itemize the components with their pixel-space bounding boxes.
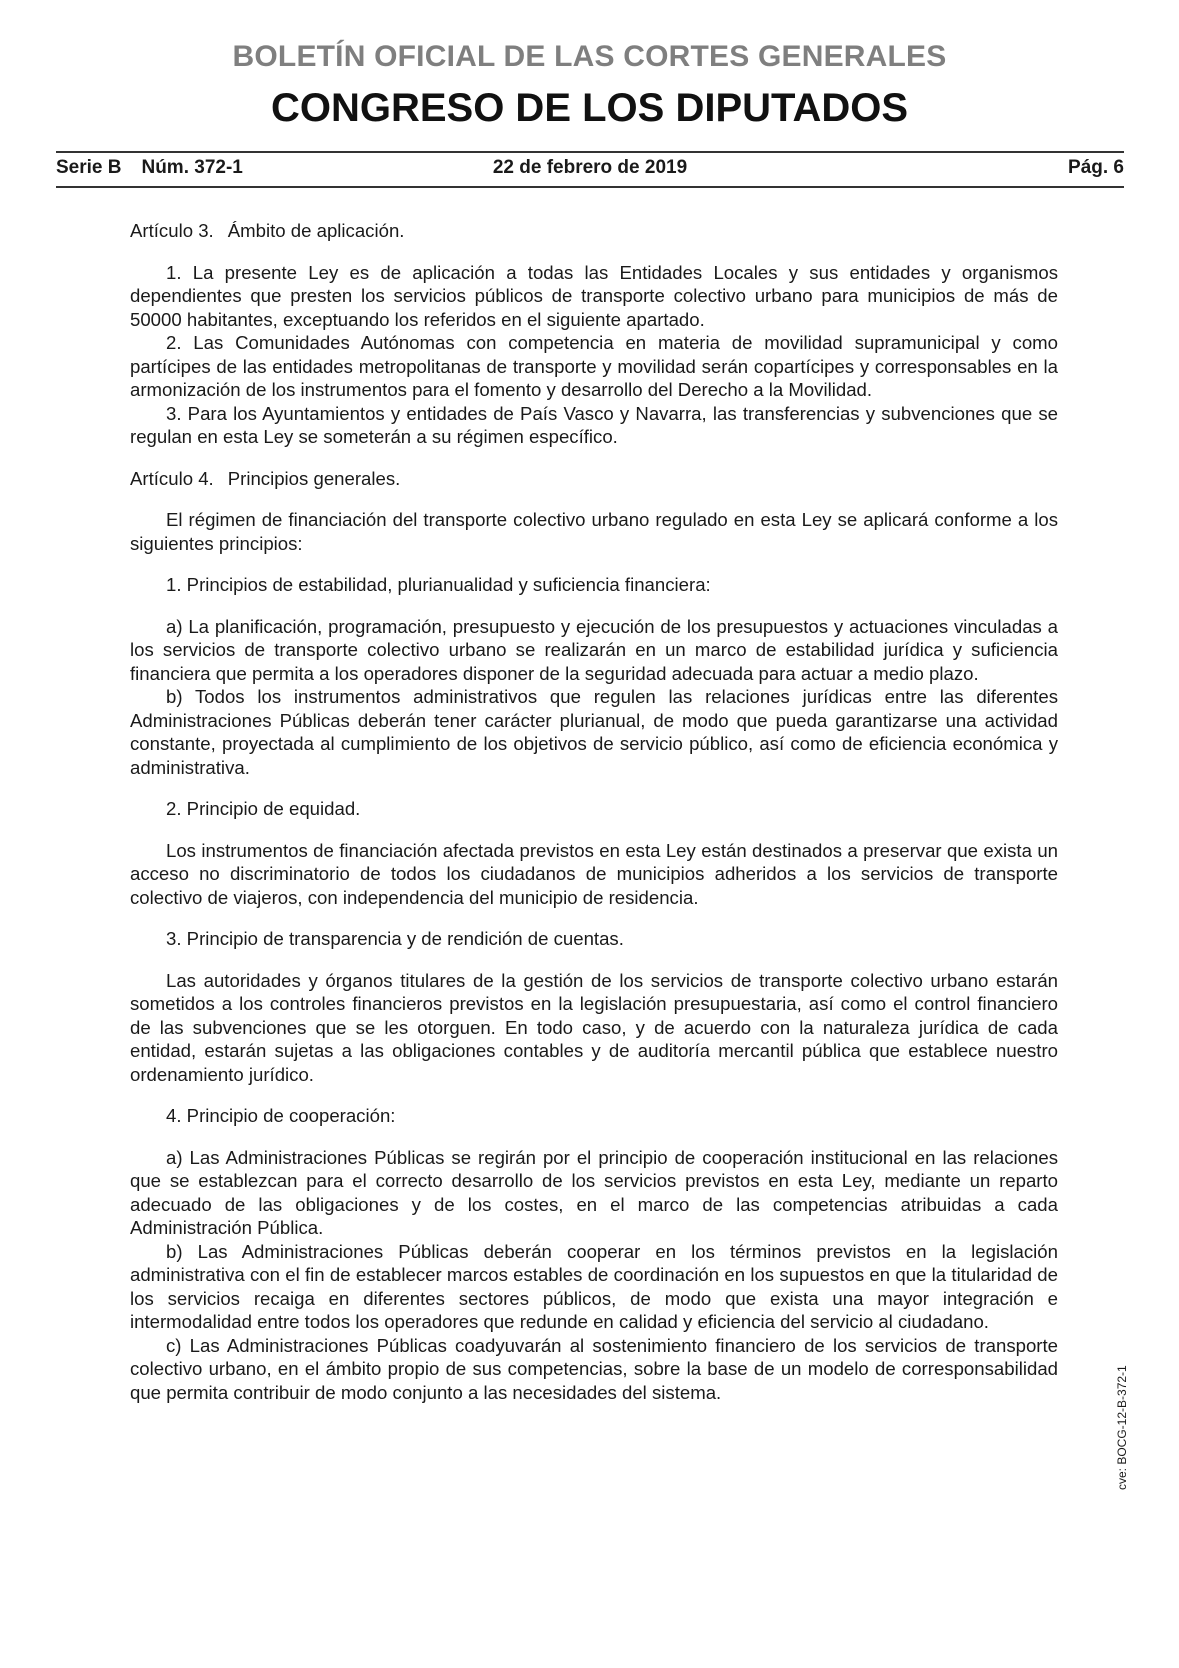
article-number: Artículo 3. [130,220,214,241]
header-bottom-rule [56,186,1124,188]
principle-heading: 3. Principio de transparencia y de rendición de cuentas. [166,928,624,949]
principle-heading: 1. Principios de estabilidad, plurianualidad y suficiencia financiera: [166,574,711,595]
article-3-heading [130,219,1058,243]
paragraph: c) Las Administraciones Públicas coadyuvarán al sostenimiento financiero de los servicios de transporte colectivo urbano, en el ámbito propio de sus competencias, sobre la base de un modelo de corresponsabilidad que permita contribuir de modo conjunto a las necesidades del sistema. [130,1334,1058,1403]
paragraph: Las autoridades y órganos titulares de la gestión de los servicios de transporte colectivo urbano estarán sometidos a los controles financieros previstos en la legislación presupuestaria, así como el control financiero de las subvenciones que se les otorguen. En todo caso, y de acuerdo con la naturaleza jurídica de cada entidad, estarán sujetas a las obligaciones contables y de auditoría mercantil pública que establece nuestro ordenamiento jurídico. [130,969,1058,1085]
article-title: Principios generales. [227,467,401,489]
paragraph: 2. Las Comunidades Autónomas con competencia en materia de movilidad supramunicipal y como partícipes de las entidades metropolitanas de transporte y movilidad serán copartícipes y corresponsables en la armonización de los instrumentos para el fomento y desarrollo del Derecho a la Movilidad. [130,332,1058,400]
paragraph: Los instrumentos de financiación afectada previstos en esta Ley están destinados a preservar que exista un acceso no discriminatorio de todos los ciudadanos de municipios adheridos a los servicios de transporte colectivo de viajeros, con independencia del municipio de residencia. [130,839,1058,908]
issue-number: Núm. 372-1 [141,157,243,178]
article-4-heading [130,467,1058,491]
paragraph: b) Todos los instrumentos administrativos que regulen las relaciones jurídicas entre las diferentes Administraciones Públicas deberán tener carácter plurianual, de modo que pueda garantizarse una actividad constante, proyectada al cumplimiento de los objetivos de servicio público, así como de eficiencia económica y administrativa. [130,686,1058,778]
header-row [56,157,1124,183]
cve-code: cve: BOCG-12-B-372-1 [1115,1365,1129,1490]
paragraph: 1. La presente Ley es de aplicación a todas las Entidades Locales y sus entidades y organismos dependientes que presten los servicios públicos de transporte colectivo urbano para municipios de más de 50000 habitantes, exceptuando los referidos en el siguiente apartado. [130,261,1058,330]
principle-heading: 4. Principio de cooperación: [166,1105,396,1126]
series-label: Serie B [56,157,122,178]
publication-date: 22 de febrero de 2019 [492,157,688,178]
article-title: Ámbito de aplicación. [227,220,405,241]
bulletin-title: BOLETÍN OFICIAL DE LAS CORTES GENERALES [232,40,947,73]
header-top-rule [56,151,1124,153]
paragraph: b) Las Administraciones Públicas deberán cooperar en los términos previstos en la legislación administrativa con el fin de establecer marcos estables de coordinación en los supuestos en que la titularidad de los servicios recaiga en diferentes sectores públicos, de modo que exista una mayor integración e intermodalidad entre todos los operadores que redunde en calidad y eficiencia del servicio al ciudadano. [130,1240,1058,1332]
article-number: Artículo 4. [130,467,214,489]
chamber-title: CONGRESO DE LOS DIPUTADOS [270,86,909,130]
paragraph: a) La planificación, programación, presupuesto y ejecución de los presupuestos y actuaciones vinculadas a los servicios de transporte colectivo urbano se realizarán en un marco de estabilidad jurídica y suficiencia financiera que permita a los operadores disponer de la seguridad adecuada para actuar a medio plazo. [130,615,1058,684]
document-body [130,219,1058,1404]
page-number: Pág. 6 [1068,157,1124,178]
principle-heading: 2. Principio de equidad. [166,798,361,819]
paragraph: 3. Para los Ayuntamientos y entidades de País Vasco y Navarra, las transferencias y subvenciones que se regulan en esta Ley se someterán a su régimen específico. [130,402,1058,447]
paragraph: a) Las Administraciones Públicas se regirán por el principio de cooperación institucional en las relaciones que se establezcan para el correcto desarrollo de los servicios previstos en esta Ley, mediante un reparto adecuado de las obligaciones y de los costes, en el marco de las competencias atribuidas a cada Administración Pública. [130,1146,1058,1238]
paragraph: El régimen de financiación del transporte colectivo urbano regulado en esta Ley se aplicará conforme a los siguientes principios: [130,509,1058,554]
